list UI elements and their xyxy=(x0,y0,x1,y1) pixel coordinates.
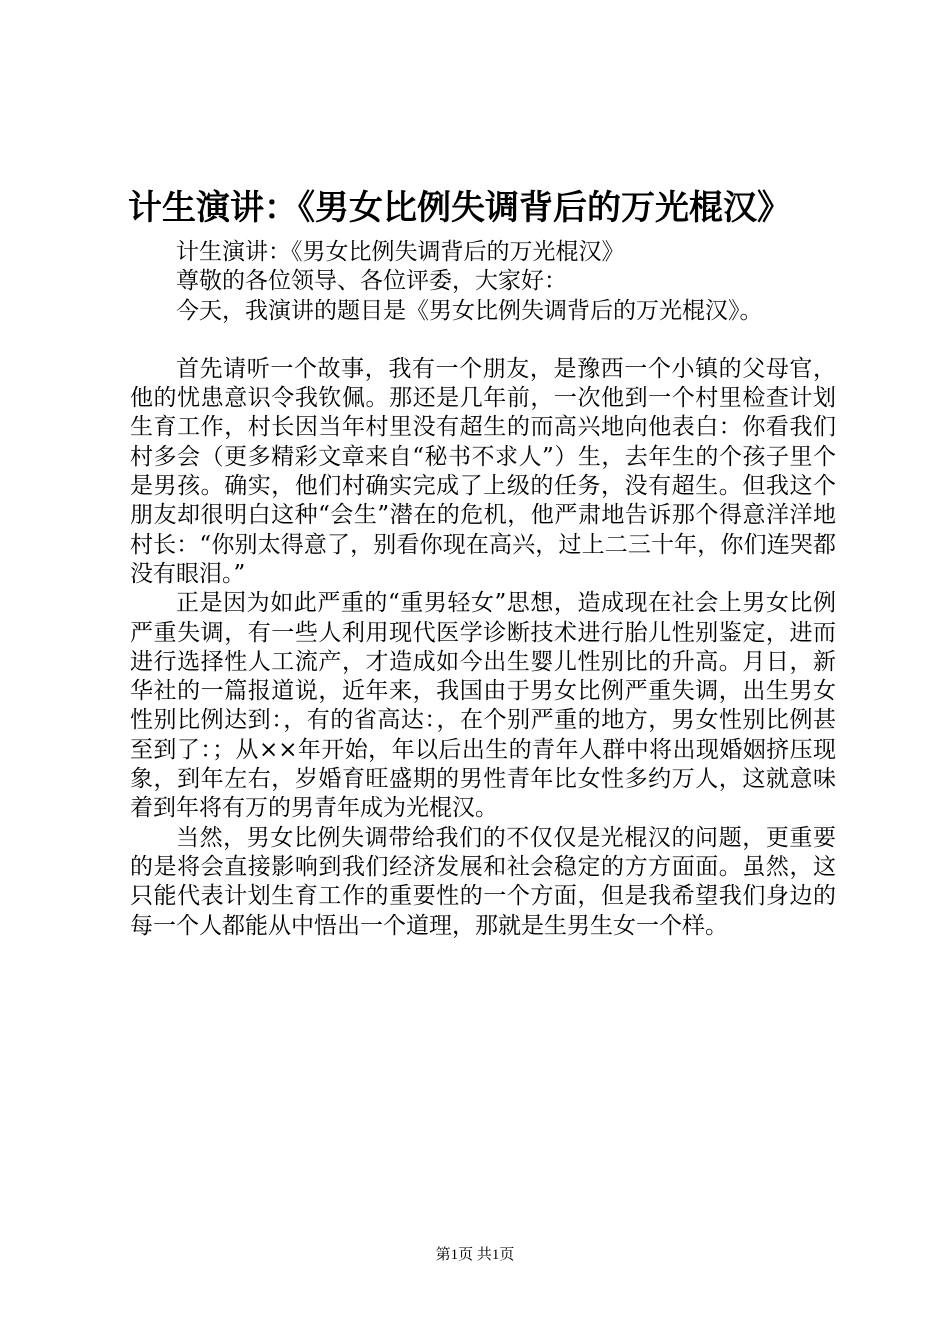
paragraph-salutation: 尊敬的各位领导、各位评委，大家好： xyxy=(176,268,567,295)
paragraph-problem: 正是因为如此严重的“重男轻女”思想，造成现在社会上男女比例严重失调，有一些人利用现代医学诊断技术进行胎儿性别鉴定，进而进行选择性人工流产，才造成如今出生婴儿性别比的升高。月日，新华社的一篇报道说，近年来，我国由于男女比例严重失调，出生男女性别比例达到：，有的省高达：，在个别严重的地方，男女性别比例甚至到了：；从××年开始，年以后出生的青年人群中将出现婚姻挤压现象，到年左右，岁婚育旺盛期的男性青年比女性多约万人，这就意味着到年将有万的男青年成为光棍汉。 xyxy=(130,590,836,822)
document-body xyxy=(130,238,836,941)
paragraph-conclusion: 当然，男女比例失调带给我们的不仅仅是光棍汉的问题，更重要的是将会直接影响到我们经济发展和社会稳定的方方面面。虽然，这只能代表计划生育工作的重要性的一个方面，但是我希望我们身边的每一个人都能从中悟出一个道理，那就是生男生女一个样。 xyxy=(130,824,836,939)
paragraph-heading: 计生演讲：《男女比例失调背后的万光棍汉》 xyxy=(176,239,625,265)
paragraph-story: 首先请听一个故事，我有一个朋友，是豫西一个小镇的父母官，他的忧患意识令我钦佩。那还是几年前，一次他到一个村里检查计划生育工作，村长因当年村里没有超生的而高兴地向他表白：你看我们村多会（更多精彩文章来自“秘书不求人”）生，去年生的个孩子里个是男孩。确实，他们村确实完成了上级的任务，没有超生。但我这个朋友却很明白这种“会生”潜在的危机，他严肃地告诉那个得意洋洋地村长：“你别太得意了，别看你现在高兴，过上二三十年，你们连哭都没有眼泪。” xyxy=(130,355,836,587)
paragraph-topic: 今天，我演讲的题目是《男女比例失调背后的万光棍汉》。 xyxy=(176,297,763,324)
document-title: 计生演讲：《男女比例失调背后的万光棍汉》 xyxy=(128,188,791,228)
page-footer: 第1页 共1页 xyxy=(435,1247,515,1263)
